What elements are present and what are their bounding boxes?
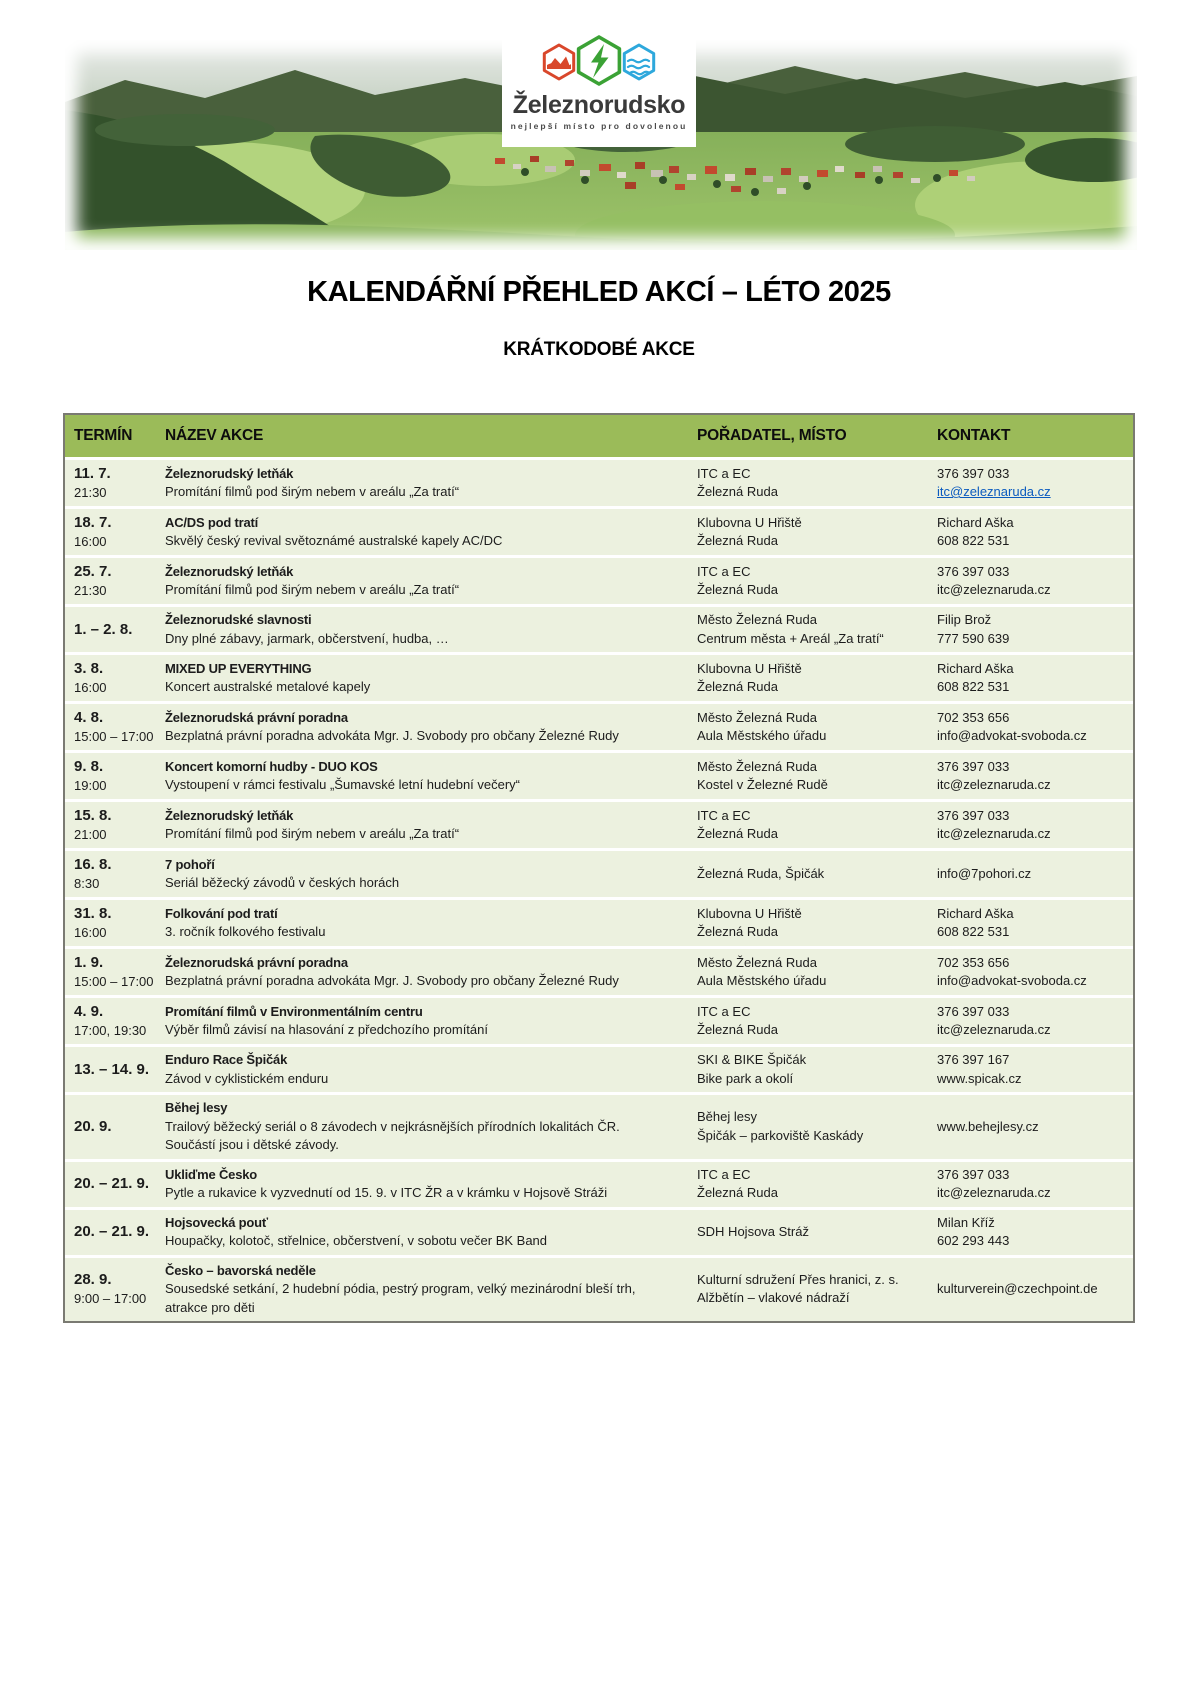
logo-tagline: nejlepší místo pro dovolenou	[510, 121, 688, 131]
contact-line: 376 397 033	[937, 465, 1010, 481]
table-row	[65, 1095, 1133, 1159]
event-contact	[929, 757, 1133, 795]
table-row	[65, 851, 1133, 897]
table-row	[65, 998, 1133, 1044]
contact-line: Richard Aška	[937, 660, 1014, 676]
table-row	[65, 1162, 1133, 1207]
contact-line: 376 397 033	[937, 563, 1010, 579]
event-organizer	[693, 659, 929, 697]
event-time: 17:00, 19:30	[74, 1023, 147, 1038]
organizer-line: Železná Ruda	[697, 679, 778, 694]
event-contact	[929, 1214, 1133, 1251]
organizer-line: Alžbětín – vlakové nádraží	[697, 1290, 850, 1306]
organizer-line: Kulturní sdružení Přes hranici, z. s.	[697, 1271, 899, 1287]
event-description	[165, 825, 679, 844]
contact-line: itc@zeleznaruda.cz	[937, 1185, 1051, 1200]
contact-line: info@7pohori.cz	[937, 865, 1032, 881]
contact-line: itc@zeleznaruda.cz	[937, 582, 1051, 597]
organizer-line: Bike park a okolí	[697, 1070, 794, 1086]
event-contact	[929, 806, 1133, 844]
table-row	[65, 1210, 1133, 1255]
organizer-line: Klubovna U Hřiště	[697, 514, 802, 530]
description-line: Houpačky, kolotoč, střelnice, občerstvení, v sobotu večer BK Band	[165, 1233, 548, 1248]
event-description	[165, 1070, 679, 1089]
contact-line: 608 822 531	[937, 924, 1010, 939]
event-organizer	[693, 806, 929, 844]
event-description	[165, 581, 679, 600]
description-line: Bezplatná právní poradna advokáta Mgr. J. Svobody pro občany Železné Rudy	[165, 973, 619, 988]
contact-line: Richard Aška	[937, 905, 1014, 921]
contact-line: 376 397 033	[937, 758, 1010, 774]
event-title: Folkování pod tratí	[165, 905, 278, 921]
contact-line: Filip Brož	[937, 612, 992, 627]
description-line: Součástí jsou i dětské závody.	[165, 1137, 339, 1152]
contact-line: itc@zeleznaruda.cz	[937, 826, 1051, 841]
header-photo	[65, 40, 1137, 250]
event-contact	[929, 611, 1133, 648]
event-date: 13. – 14. 9.	[74, 1060, 150, 1078]
table-row	[65, 704, 1133, 750]
organizer-line: ITC a EC	[697, 465, 751, 481]
organizer-line: Město Železná Ruda	[697, 709, 817, 725]
organizer-line: Klubovna U Hřiště	[697, 660, 802, 676]
organizer-line: Železná Ruda	[697, 533, 778, 548]
contact-line: 608 822 531	[937, 533, 1010, 548]
description-line: Závod v cyklistickém enduru	[165, 1070, 329, 1086]
event-time: 19:00	[74, 778, 107, 793]
contact-line: 702 353 656	[937, 709, 1010, 725]
table-body	[65, 460, 1133, 1321]
event-time: 16:00	[74, 680, 107, 695]
organizer-line: SKI & BIKE Špičák	[697, 1052, 807, 1067]
event-description	[165, 630, 679, 649]
event-contact	[929, 1262, 1133, 1318]
organizer-line: ITC a EC	[697, 563, 751, 579]
event-title: Železnorudská právní poradna	[165, 954, 348, 970]
event-organizer	[693, 708, 929, 746]
contact-line: Milan Kříž	[937, 1214, 995, 1230]
event-organizer	[693, 562, 929, 600]
description-line: 3. ročník folkového festivalu	[165, 924, 326, 939]
description-line: Trailový běžecký seriál o 8 závodech v nejkrásnějších přírodních lokalitách ČR.	[165, 1118, 620, 1134]
logo-brand-text: Železnorudsko	[512, 91, 686, 119]
contact-line: 702 353 656	[937, 954, 1010, 970]
contact-line: www.behejlesy.cz	[937, 1118, 1039, 1134]
event-contact	[929, 562, 1133, 600]
event-date: 20. – 21. 9.	[74, 1175, 150, 1192]
contact-line: info@advokat-svoboda.cz	[937, 973, 1087, 988]
event-time: 8:30	[74, 876, 100, 891]
organizer-line: ITC a EC	[697, 1166, 751, 1182]
organizer-line: Město Železná Ruda	[697, 954, 817, 970]
event-time: 16:00	[74, 534, 107, 549]
table-row	[65, 558, 1133, 604]
event-description	[165, 483, 679, 502]
event-date: 20. – 21. 9.	[74, 1223, 150, 1240]
table-row	[65, 607, 1133, 652]
description-line: Bezplatná právní poradna advokáta Mgr. J. Svobody pro občany Železné Rudy	[165, 728, 619, 743]
table-row	[65, 753, 1133, 799]
organizer-line: SDH Hojsova Stráž	[697, 1223, 809, 1239]
organizer-line: Špičák – parkoviště Kaskády	[697, 1127, 864, 1143]
event-date: 20. 9.	[74, 1117, 112, 1135]
table-row	[65, 655, 1133, 701]
contact-line: 602 293 443	[937, 1233, 1010, 1248]
event-title: Promítání filmů v Environmentálním centru	[165, 1003, 423, 1019]
events-table	[63, 413, 1135, 1323]
organizer-line: Město Železná Ruda	[697, 758, 817, 774]
description-line: Promítání filmů pod širým nebem v areálu „Za tratí“	[165, 582, 460, 597]
event-title: Železnorudské slavnosti	[165, 612, 312, 627]
event-time: 21:30	[74, 485, 107, 500]
event-description	[165, 776, 679, 795]
logo	[502, 28, 696, 147]
event-description	[165, 923, 679, 942]
event-time: 16:00	[74, 925, 107, 940]
event-description	[165, 1118, 679, 1155]
table-header-row	[65, 415, 1133, 457]
contact-line: Richard Aška	[937, 514, 1014, 530]
contact-line: 376 397 167	[937, 1052, 1010, 1067]
event-organizer	[693, 1099, 929, 1155]
column-header-poradatel-misto: POŘADATEL, MÍSTO	[697, 427, 847, 444]
organizer-line: Železná Ruda	[697, 924, 778, 939]
description-line: Seriál běžecký závodů v českých horách	[165, 875, 400, 890]
organizer-line: Kostel v Železné Rudě	[697, 777, 828, 792]
event-organizer	[693, 904, 929, 942]
event-title: Koncert komorní hudby - DUO KOS	[165, 758, 378, 774]
organizer-line: Město Železná Ruda	[697, 612, 817, 627]
event-date: 28. 9.	[74, 1271, 112, 1289]
event-date: 4. 8.	[74, 709, 104, 726]
description-line: Koncert australské metalové kapely	[165, 679, 371, 694]
contact-line: kulturverein@czechpoint.de	[937, 1281, 1098, 1296]
event-organizer	[693, 1051, 929, 1088]
organizer-line: Železná Ruda, Špičák	[697, 865, 825, 881]
event-title: MIXED UP EVERYTHING	[165, 660, 312, 676]
table-row	[65, 1047, 1133, 1092]
event-description	[165, 1232, 679, 1251]
description-line: Dny plné zábavy, jarmark, občerstvení, hudba, …	[165, 630, 449, 646]
event-title: Ukliďme Česko	[165, 1166, 258, 1182]
event-contact	[929, 1051, 1133, 1088]
event-date: 1. 9.	[74, 954, 104, 971]
contact-email-link[interactable]: itc@zeleznaruda.cz	[937, 484, 1051, 499]
event-contact	[929, 904, 1133, 942]
organizer-line: Klubovna U Hřiště	[697, 905, 802, 921]
event-organizer	[693, 1262, 929, 1318]
event-contact	[929, 708, 1133, 746]
event-description	[165, 874, 679, 893]
organizer-line: Centrum města + Areál „Za tratí“	[697, 630, 884, 646]
event-description	[165, 532, 679, 551]
event-organizer	[693, 1214, 929, 1251]
event-title: Enduro Race Špičák	[165, 1052, 288, 1067]
event-date: 31. 8.	[74, 905, 112, 922]
contact-line: itc@zeleznaruda.cz	[937, 777, 1051, 792]
organizer-line: Železná Ruda	[697, 1022, 778, 1037]
organizer-line: Železná Ruda	[697, 484, 778, 499]
contact-line: itc@zeleznaruda.cz	[937, 1022, 1051, 1037]
event-contact	[929, 953, 1133, 991]
description-line: Promítání filmů pod širým nebem v areálu „Za tratí“	[165, 826, 460, 841]
event-contact	[929, 464, 1133, 502]
event-date: 16. 8.	[74, 856, 112, 873]
column-header-nazev-akce: NÁZEV AKCE	[165, 427, 264, 444]
event-contact	[929, 1166, 1133, 1203]
event-organizer	[693, 611, 929, 648]
event-title: Železnorudský letňák	[165, 563, 294, 579]
organizer-line: ITC a EC	[697, 807, 751, 823]
event-organizer	[693, 757, 929, 795]
contact-line: 376 397 033	[937, 807, 1010, 823]
event-description	[165, 1021, 679, 1040]
event-title: Železnorudská právní poradna	[165, 709, 348, 725]
column-header-kontakt: KONTAKT	[937, 427, 1011, 444]
waves-hexagon-icon	[624, 45, 653, 79]
event-date: 25. 7.	[74, 563, 112, 580]
event-description	[165, 727, 679, 746]
event-contact	[929, 659, 1133, 697]
contact-line: 777 590 639	[937, 630, 1010, 646]
event-contact	[929, 1099, 1133, 1155]
event-organizer	[693, 1002, 929, 1040]
event-date: 18. 7.	[74, 514, 112, 531]
contact-line: 376 397 033	[937, 1166, 1010, 1182]
description-line: atrakce pro děti	[165, 1299, 255, 1315]
table-row	[65, 900, 1133, 946]
event-date: 3. 8.	[74, 660, 104, 677]
logo-hexagons	[502, 34, 696, 90]
event-title: Hojsovecká pouť	[165, 1214, 268, 1230]
event-time: 15:00 – 17:00	[74, 974, 154, 989]
column-header-termin: TERMÍN	[74, 427, 133, 444]
event-description	[165, 1184, 679, 1203]
event-time: 9:00 – 17:00	[74, 1291, 147, 1307]
page-title: KALENDÁŘNÍ PŘEHLED AKCÍ – LÉTO 2025	[307, 276, 891, 308]
event-date: 1. – 2. 8.	[74, 620, 133, 638]
event-time: 21:30	[74, 583, 107, 598]
description-line: Skvělý český revival světoznámé australské kapely AC/DC	[165, 533, 503, 548]
event-description	[165, 678, 679, 697]
event-date: 4. 9.	[74, 1003, 104, 1020]
event-title: Česko – bavorská neděle	[165, 1262, 316, 1278]
table-row	[65, 460, 1133, 506]
mountain-hexagon-icon	[544, 45, 573, 79]
contact-line: 376 397 033	[937, 1003, 1010, 1019]
event-date: 9. 8.	[74, 758, 104, 775]
event-date: 11. 7.	[74, 465, 111, 482]
organizer-line: Železná Ruda	[697, 582, 778, 597]
event-organizer	[693, 855, 929, 893]
table-row	[65, 509, 1133, 555]
table-row	[65, 802, 1133, 848]
event-date: 15. 8.	[74, 807, 112, 824]
event-time: 15:00 – 17:00	[74, 729, 154, 744]
event-title: AC/DS pod tratí	[165, 514, 259, 530]
event-title: 7 pohoří	[165, 856, 215, 872]
event-title: Železnorudský letňák	[165, 807, 294, 823]
table-row	[65, 949, 1133, 995]
lightning-hexagon-icon	[579, 37, 620, 84]
organizer-line: ITC a EC	[697, 1003, 751, 1019]
event-organizer	[693, 953, 929, 991]
organizer-line: Aula Městského úřadu	[697, 973, 827, 988]
organizer-line: Aula Městského úřadu	[697, 728, 827, 743]
contact-line: info@advokat-svoboda.cz	[937, 728, 1087, 743]
event-time: 21:00	[74, 827, 107, 842]
event-contact	[929, 1002, 1133, 1040]
table-row	[65, 1258, 1133, 1322]
description-line: Výběr filmů závisí na hlasování z předchozího promítání	[165, 1022, 488, 1037]
contact-line: www.spicak.cz	[937, 1070, 1022, 1086]
event-organizer	[693, 1166, 929, 1203]
event-contact	[929, 855, 1133, 893]
description-line: Pytle a rukavice k vyzvednutí od 15. 9. v ITC ŽR a v krámku v Hojsově Stráži	[165, 1185, 608, 1200]
event-title: Železnorudský letňák	[165, 465, 294, 481]
description-line: Vystoupení v rámci festivalu „Šumavské letní hudební večery“	[165, 777, 521, 792]
section-title: KRÁTKODOBÉ AKCE	[503, 339, 695, 360]
organizer-line: Železná Ruda	[697, 826, 778, 841]
organizer-line: Běhej lesy	[697, 1109, 757, 1125]
event-organizer	[693, 464, 929, 502]
description-line: Sousedské setkání, 2 hudební pódia, pestrý program, velký mezinárodní bleší trh,	[165, 1281, 636, 1296]
event-title: Běhej lesy	[165, 1100, 228, 1115]
event-description	[165, 1280, 679, 1317]
description-line: Promítání filmů pod širým nebem v areálu „Za tratí“	[165, 484, 460, 499]
organizer-line: Železná Ruda	[697, 1185, 778, 1200]
contact-line: 608 822 531	[937, 679, 1010, 694]
event-description	[165, 972, 679, 991]
event-contact	[929, 513, 1133, 551]
event-organizer	[693, 513, 929, 551]
